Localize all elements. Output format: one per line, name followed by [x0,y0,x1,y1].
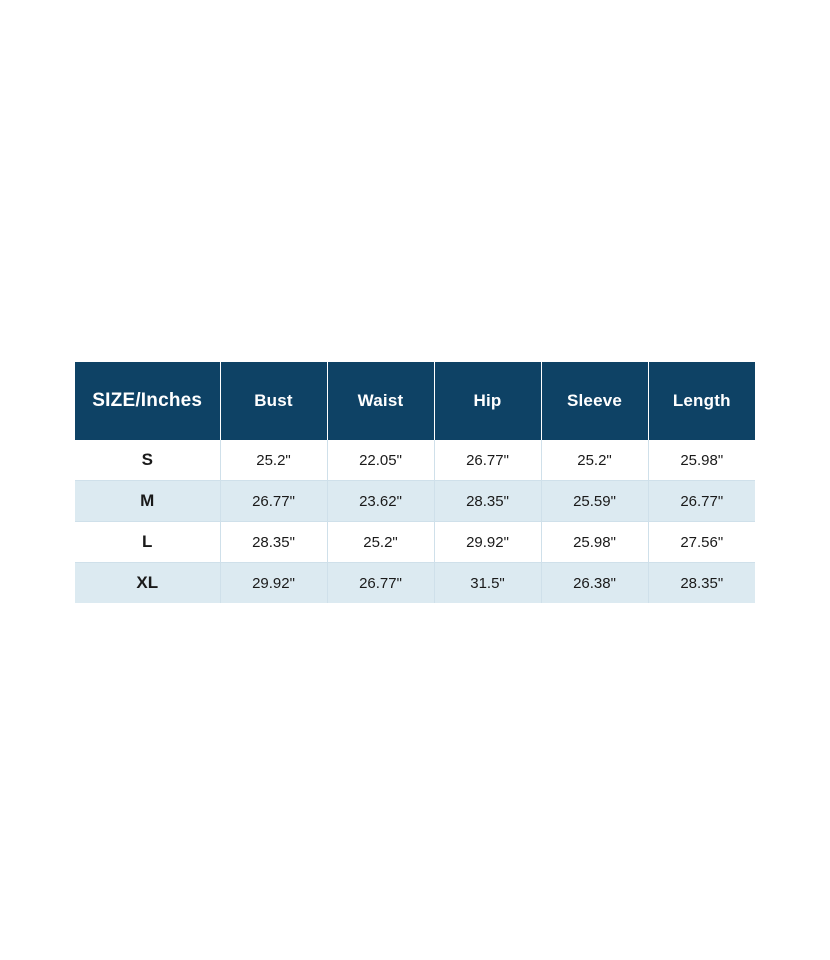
column-header-hip: Hip [434,362,541,440]
size-chart-table [75,362,755,603]
cell-hip: 31.5" [434,563,541,604]
cell-length: 27.56" [648,522,755,563]
column-header-waist: Waist [327,362,434,440]
column-header-sleeve: Sleeve [541,362,648,440]
cell-bust: 25.2" [220,440,327,481]
cell-hip: 29.92" [434,522,541,563]
table-row [75,481,755,522]
cell-sleeve: 25.2" [541,440,648,481]
cell-bust: 26.77" [220,481,327,522]
table-row [75,440,755,481]
cell-hip: 28.35" [434,481,541,522]
cell-size: S [75,440,220,481]
cell-length: 25.98" [648,440,755,481]
table-header [75,362,755,440]
column-header-size: SIZE/Inches [75,362,220,440]
cell-size: L [75,522,220,563]
cell-sleeve: 25.98" [541,522,648,563]
cell-length: 28.35" [648,563,755,604]
cell-waist: 26.77" [327,563,434,604]
cell-sleeve: 25.59" [541,481,648,522]
table-body [75,440,755,603]
table-row [75,563,755,604]
column-header-length: Length [648,362,755,440]
cell-waist: 23.62" [327,481,434,522]
cell-waist: 25.2" [327,522,434,563]
table-header-row [75,362,755,440]
cell-hip: 26.77" [434,440,541,481]
cell-bust: 28.35" [220,522,327,563]
cell-size: XL [75,563,220,604]
cell-waist: 22.05" [327,440,434,481]
cell-bust: 29.92" [220,563,327,604]
cell-size: M [75,481,220,522]
table-row [75,522,755,563]
size-chart-container [75,362,755,603]
column-header-bust: Bust [220,362,327,440]
cell-length: 26.77" [648,481,755,522]
cell-sleeve: 26.38" [541,563,648,604]
